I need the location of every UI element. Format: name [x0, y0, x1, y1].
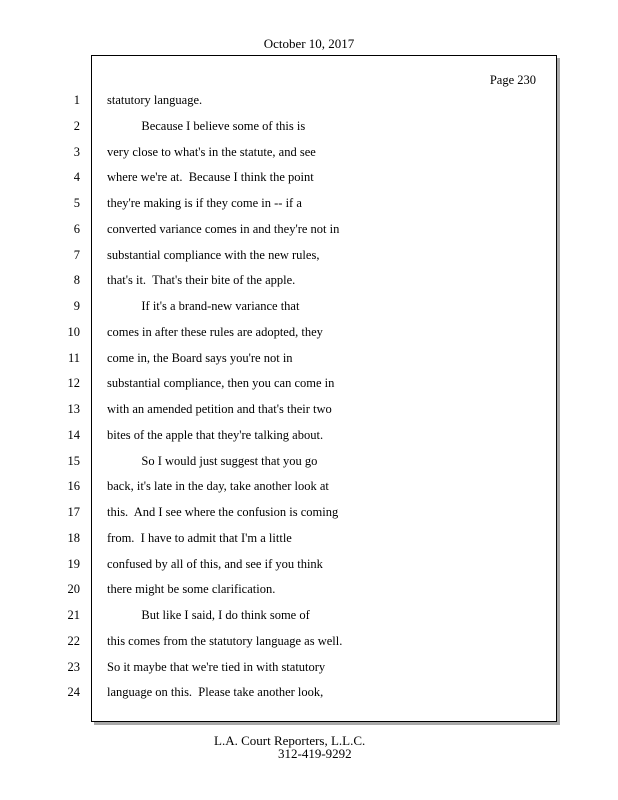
transcript-line-text: there might be some clarification.	[107, 582, 276, 596]
footer-phone: 312-419-9292	[278, 746, 352, 761]
transcript-line-text: Because I believe some of this is	[107, 119, 306, 133]
line-number: 20	[67, 582, 80, 596]
transcript-line-text: where we're at. Because I think the point	[107, 170, 314, 184]
transcript-line-text: substantial compliance with the new rules,	[107, 248, 320, 262]
page-number: Page 230	[489, 73, 536, 87]
transcript-line-text: converted variance comes in and they're not in	[107, 222, 340, 236]
transcript-line-text: If it's a brand-new variance that	[107, 299, 300, 313]
transcript-line-text: bites of the apple that they're talking about.	[107, 428, 324, 442]
line-number: 15	[67, 454, 80, 468]
transcript-line-text: So it maybe that we're tied in with statutory	[107, 660, 326, 674]
line-number: 5	[73, 196, 80, 210]
transcript-line-text: with an amended petition and that's their two	[107, 402, 332, 416]
transcript-line-text: this comes from the statutory language as well.	[107, 634, 343, 648]
line-number: 11	[67, 351, 80, 365]
transcript-line-text: comes in after these rules are adopted, they	[107, 325, 323, 339]
line-number: 12	[67, 376, 80, 390]
line-number: 8	[73, 273, 80, 287]
line-number: 23	[67, 660, 80, 674]
line-number: 16	[67, 479, 80, 493]
line-number: 22	[67, 634, 80, 648]
line-number: 4	[73, 170, 80, 184]
line-number: 7	[73, 248, 80, 262]
transcript-line-text: that's it. That's their bite of the apple.	[107, 273, 296, 287]
transcript-line-text: But like I said, I do think some of	[107, 608, 310, 622]
transcript-line-text: this. And I see where the confusion is coming	[107, 505, 339, 519]
transcript-line-text: So I would just suggest that you go	[107, 454, 318, 468]
line-number: 6	[73, 222, 80, 236]
line-number: 9	[73, 299, 80, 313]
line-number: 17	[67, 505, 80, 519]
transcript-line-text: they're making is if they come in -- if a	[107, 196, 302, 210]
transcript-line-text: back, it's late in the day, take another look at	[107, 479, 329, 493]
line-number: 18	[67, 531, 80, 545]
line-number: 14	[67, 428, 80, 442]
line-number: 13	[67, 402, 80, 416]
transcript-line-text: from. I have to admit that I'm a little	[107, 531, 292, 545]
line-number: 2	[73, 119, 80, 133]
header-date: October 10, 2017	[263, 36, 355, 51]
footer-company: L.A. Court Reporters, L.L.C.	[214, 733, 366, 748]
line-number: 21	[67, 608, 80, 622]
transcript-line-text: confused by all of this, and see if you think	[107, 557, 323, 571]
transcript-line-text: come in, the Board says you're not in	[107, 351, 293, 365]
line-number: 10	[67, 325, 80, 339]
transcript-line-text: statutory language.	[107, 93, 203, 107]
transcript-line-text: very close to what's in the statute, and see	[107, 145, 316, 159]
transcript-line-text: substantial compliance, then you can come in	[107, 376, 335, 390]
line-number: 19	[67, 557, 80, 571]
transcript-line-text: language on this. Please take another look,	[107, 685, 324, 699]
line-number: 24	[67, 685, 80, 699]
line-number: 1	[73, 93, 80, 107]
line-number: 3	[73, 145, 80, 159]
